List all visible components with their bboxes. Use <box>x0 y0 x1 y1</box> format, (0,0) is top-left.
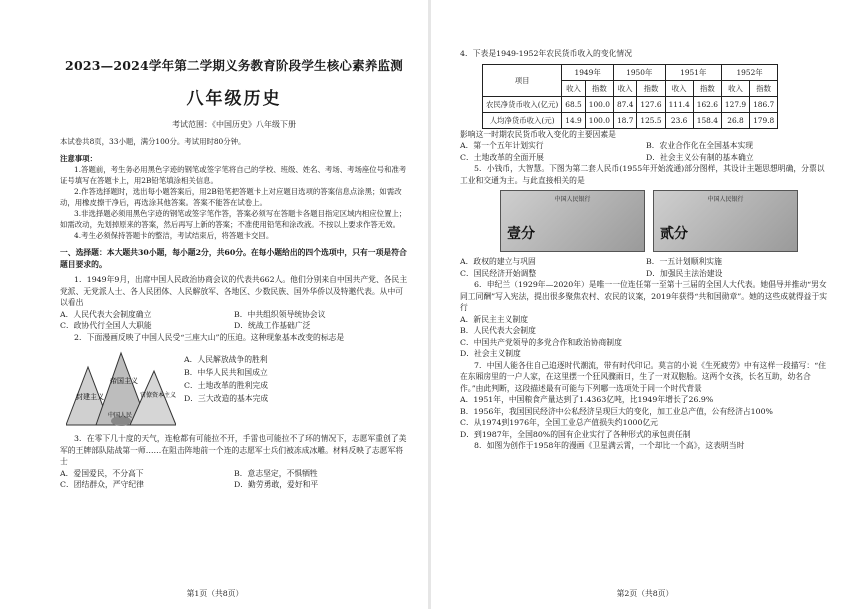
option[interactable]: C．政协代行全国人大职能 <box>60 321 152 330</box>
table-cell: 125.5 <box>637 112 665 128</box>
option[interactable]: A．1951年，中国粮食产量达到了1.4363亿吨，比1949年增长了26.9% <box>460 395 714 404</box>
option[interactable]: A．爱国爱民，不分高下 <box>60 468 144 478</box>
question-2-block <box>60 347 408 429</box>
option[interactable]: C．土地改革的胜利完成 <box>184 381 268 390</box>
option[interactable]: A．新民主主义制度 <box>460 314 529 324</box>
option[interactable]: C．国民经济开始调整 <box>460 268 537 278</box>
option[interactable]: A．第一个五年计划实行 <box>460 141 544 150</box>
table-cell: 162.6 <box>693 96 721 112</box>
table-cell: 127.9 <box>721 96 749 112</box>
option[interactable]: C．团结群众，严守纪律 <box>60 480 144 489</box>
table-subheader: 指数 <box>585 80 613 96</box>
banknote-1 <box>500 190 645 252</box>
table-row-label: 人均净货币收入(元) <box>483 112 562 128</box>
option[interactable]: A．人民解放战争的胜利 <box>184 355 268 364</box>
income-table <box>482 64 778 129</box>
option[interactable]: D．三大改造的基本完成 <box>184 394 269 403</box>
notice-3: 3.非选择题必须用黑色字迹的钢笔或签字笔作答，答案必须写在答题卡各题目指定区域内相应位置上；如需改动，先划掉原来的答案，然后再写上新的答案；不准使用铅笔和涂改液。不按以上要求作答无效。 <box>60 209 407 229</box>
option[interactable]: B．一五计划顺利实施 <box>646 257 722 266</box>
question-1: 1．1949年9月，出席中国人民政治协商会议的代表共662人。他们分别来自中国共产党、各民主党派、无党派人士、各人民团体、人民解放军、各地区、少数民族、国外华侨以及特邀代表。从中可以看出 <box>60 275 408 307</box>
exam-info: 本试卷共8页，33小题，满分100分。考试用时80分钟。 <box>60 137 246 146</box>
exam-scope: 考试范围：《中国历史》八年级下册 <box>172 120 296 129</box>
page-2-footer: 第2页（共8页） <box>616 589 674 598</box>
option[interactable]: B．农业合作化在全国基本实现 <box>646 141 754 150</box>
table-cell: 26.8 <box>721 112 749 128</box>
table-cell: 100.0 <box>585 112 613 128</box>
question-8: 8．如图为创作于1958年的漫画《卫星满云霄，一个却比一个高》，这表明当时 <box>474 441 745 450</box>
banknote-images <box>500 190 832 252</box>
option[interactable]: C．土地改革的全面开展 <box>460 152 544 162</box>
table-cell: 68.5 <box>562 96 585 112</box>
notice-1: 1.答题前，考生务必用黑色字迹的钢笔或签字笔将自己的学校、班级、姓名、考场、考场座位号和准考证号填写在答题卡上，用2B铅笔填涂相关信息。 <box>60 165 407 185</box>
question-3: 3．在零下几十度的天气，连枪都有可能拉不开，手雷也可能拉不了环的情况下，志愿军重创了美军的王牌部队陆战第一师……在阻击阵地前一个连的志愿军士兵们被冻成冰雕。材料反映了志愿军将士 <box>60 434 407 466</box>
option[interactable]: D．统战工作基础广泛 <box>234 321 311 330</box>
option[interactable]: D．到1987年，全国80%的国有企业实行了各种形式的承包责任制 <box>460 429 691 439</box>
section-1-heading: 一、选择题：本大题共30小题，每小题2分，共60分。在每小题给出的四个选项中，只有一项是符合题目要求的。 <box>60 248 407 269</box>
option[interactable]: D．社会主义公有制的基本确立 <box>646 152 754 162</box>
table-cell: 87.4 <box>613 96 636 112</box>
question-2: 2．下面漫画反映了中国人民受“三座大山”的压迫。这种现象基本改变的标志是 <box>74 332 345 342</box>
cartoon-label-1: 封建主义 <box>76 393 104 401</box>
banknote-value: 贰分 <box>660 226 688 242</box>
three-mountains-cartoon <box>66 347 176 429</box>
question-5: 5．小钱币，大智慧。下图为第二套人民币(1955年开始流通)部分图样，其设计主题思想明确，分票以工业和交通为主。与此直接相关的是 <box>460 164 825 185</box>
table-header-year: 1949年 <box>562 64 614 80</box>
question-6: 6．申纪兰（1929年—2020年）是唯一一位连任第一至第十三届的全国人大代表。她倡导并推动“男女同工同酬”写入宪法，提出很多聚焦农村、农民的议案，2019年获得“共和国勋章”。她的这些成就得益于实行 <box>460 280 828 312</box>
table-cell: 18.7 <box>613 112 636 128</box>
option[interactable]: B．1956年，我国国民经济中公私经济呈现巨大的变化，加工业总产值，公有经济占100% <box>460 406 773 416</box>
table-subheader: 指数 <box>637 80 665 96</box>
notice-4: 4.考生必须保持答题卡的整洁，考试结束后，将答题卡交回。 <box>74 231 274 240</box>
cartoon-label-3: 官僚资本主义 <box>140 392 176 399</box>
exam-title: 2023—2024学年第二学期义务教育阶段学生核心素养监测 <box>65 58 403 73</box>
question-5-options <box>460 256 832 279</box>
option[interactable]: D．社会主义制度 <box>460 349 521 358</box>
table-cell: 111.4 <box>665 96 693 112</box>
option[interactable]: D．加强民主法治建设 <box>646 268 723 278</box>
table-cell: 14.9 <box>562 112 585 128</box>
banknote-header: 中国人民银行 <box>554 196 591 203</box>
banknote-header: 中国人民银行 <box>707 196 744 203</box>
table-subheader: 指数 <box>750 80 778 96</box>
table-header-year: 1950年 <box>613 64 665 80</box>
option[interactable]: D．勤劳勇敢，爱好和平 <box>234 480 319 489</box>
table-subheader: 收入 <box>721 80 749 96</box>
table-row <box>483 96 778 112</box>
question-4-tail: 影响这一时期农民货币收入变化的主要因素是 <box>460 129 616 139</box>
banknote-value: 壹分 <box>507 226 535 242</box>
table-cell: 100.0 <box>585 96 613 112</box>
table-cell: 179.8 <box>750 112 778 128</box>
option[interactable]: B．意志坚定，不惧牺牲 <box>234 468 318 478</box>
table-header-item: 项目 <box>483 64 562 96</box>
table-subheader: 指数 <box>693 80 721 96</box>
question-2-options <box>184 347 268 429</box>
page-1-footer: 第1页（共8页） <box>186 589 244 598</box>
question-4-options <box>460 140 832 163</box>
notice-title: 注意事项： <box>60 154 97 163</box>
table-row <box>483 112 778 128</box>
table-cell: 186.7 <box>750 96 778 112</box>
cartoon-label-2: 帝国主义 <box>110 377 138 385</box>
option[interactable]: B．人民代表大会制度 <box>460 326 536 335</box>
page-2 <box>430 0 860 609</box>
option[interactable]: C．中国共产党领导的多党合作和政治协商制度 <box>460 337 622 347</box>
option[interactable]: B．中共组织领导统协会议 <box>234 309 326 319</box>
table-cell: 127.6 <box>637 96 665 112</box>
option[interactable]: C．从1974到1976年，全国工业总产值损失约1000亿元 <box>460 418 659 427</box>
table-row-label: 农民净货币收入(亿元) <box>483 96 562 112</box>
question-3-options <box>60 468 408 491</box>
table-subheader: 收入 <box>562 80 585 96</box>
table-header-year: 1951年 <box>665 64 721 80</box>
subject-title: 八年级历史 <box>186 89 282 109</box>
option[interactable]: B．中华人民共和国成立 <box>184 368 268 377</box>
question-7: 7．中国人能各住自己追逐时代潮流，带有时代印记。莫言的小说《生死疲劳》中有这样一段描写：“住在东厢房里的一户人家，在这里摆一个狂风骤雨日，生了一对双胞胎。这两个女孩，长名互助，幼名合作。”由此判断，这段描述最有可能与下列哪一选项处于同一个时代背景 <box>460 360 827 393</box>
question-1-options <box>60 309 408 332</box>
option[interactable]: A．人民代表大会制度确立 <box>60 309 152 319</box>
table-cell: 158.4 <box>693 112 721 128</box>
table-subheader: 收入 <box>613 80 636 96</box>
table-subheader: 收入 <box>665 80 693 96</box>
notice-2: 2.作答选择题时，选出每小题答案后，用2B铅笔把答题卡上对应题目选项的答案信息点涂黑；如需改动，用橡皮擦干净后，再选涂其他答案。答案不能答在试卷上。 <box>60 187 402 207</box>
cartoon-label-4: 中国人民 <box>108 412 133 419</box>
table-cell: 23.6 <box>665 112 693 128</box>
option[interactable]: A．政权的建立与巩固 <box>460 257 536 266</box>
question-4: 4．下表是1949-1952年农民货币收入的变化情况 <box>460 49 633 58</box>
banknote-2 <box>653 190 798 252</box>
table-header-year: 1952年 <box>721 64 777 80</box>
